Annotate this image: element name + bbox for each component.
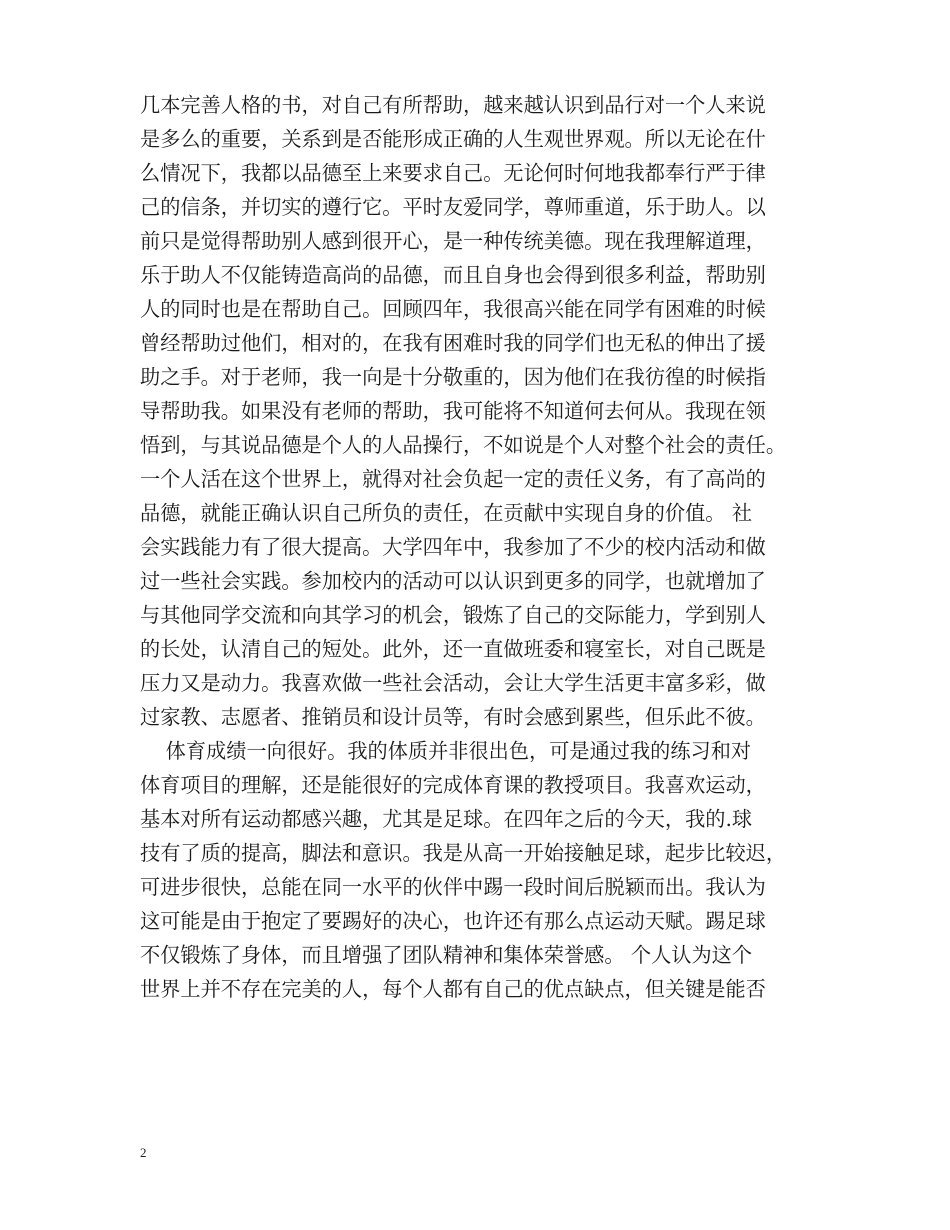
- text-line: 前只是觉得帮助别人感到很开心，是一种传统美德。现在我理解道理，: [140, 229, 766, 253]
- text-line: 不仅锻炼了身体，而且增强了团队精神和集体荣誉感。 个人认为这个: [140, 943, 753, 967]
- text-line: 品德，就能正确认识自己所负的责任，在贡献中实现自身的价值。 社: [140, 501, 753, 525]
- text-line: 助之手。对于老师，我一向是十分敬重的，因为他们在我彷徨的时候指: [140, 365, 766, 389]
- text-line: 几本完善人格的书，对自己有所帮助，越来越认识到品行对一个人来说: [140, 93, 766, 117]
- text-line: 悟到，与其说品德是个人的人品操行，不如说是个人对整个社会的责任。: [140, 433, 787, 457]
- text-line: 乐于助人不仅能铸造高尚的品德，而且自身也会得到很多利益，帮助别: [140, 263, 766, 287]
- text-line: 基本对所有运动都感兴趣，尤其是足球。在四年之后的今天，我的.球: [140, 807, 753, 831]
- text-line: 曾经帮助过他们，相对的，在我有困难时我的同学们也无私的伸出了援: [140, 331, 766, 355]
- text-line: 么情况下，我都以品德至上来要求自己。无论何时何地我都奉行严于律: [140, 161, 766, 185]
- text-line: 压力又是动力。我喜欢做一些社会活动，会让大学生活更丰富多彩，做: [140, 671, 766, 695]
- text-line: 是多么的重要，关系到是否能形成正确的人生观世界观。所以无论在什: [140, 127, 766, 151]
- page-number: 2: [140, 1145, 147, 1160]
- text-line: 可进步很快，总能在同一水平的伙伴中踢一段时间后脱颖而出。我认为: [140, 875, 766, 899]
- text-line: 人的同时也是在帮助自己。回顾四年，我很高兴能在同学有困难的时候: [140, 297, 766, 321]
- body-text: [140, 88, 830, 1006]
- text-line: 导帮助我。如果没有老师的帮助，我可能将不知道何去何从。我现在领: [140, 399, 766, 423]
- text-line: 一个人活在这个世界上，就得对社会负起一定的责任义务，有了高尚的: [140, 467, 766, 491]
- text-line: 己的信条，并切实的遵行它。平时友爱同学，尊师重道，乐于助人。以: [140, 195, 766, 219]
- text-line: 的长处，认清自己的短处。此外，还一直做班委和寝室长，对自己既是: [140, 637, 766, 661]
- text-line: 过家教、志愿者、推销员和设计员等，有时会感到累些，但乐此不彼。: [140, 705, 766, 729]
- text-line: 这可能是由于抱定了要踢好的决心，也许还有那么点运动天赋。踢足球: [140, 909, 766, 933]
- text-line: 体育成绩一向很好。我的体质并非很出色，可是通过我的练习和对: [140, 739, 752, 763]
- text-line: 会实践能力有了很大提高。大学四年中，我参加了不少的校内活动和做: [140, 535, 766, 559]
- text-line: 过一些社会实践。参加校内的活动可以认识到更多的同学，也就增加了: [140, 569, 766, 593]
- text-line: 与其他同学交流和向其学习的机会，锻炼了自己的交际能力，学到别人: [140, 603, 766, 627]
- text-line: 体育项目的理解，还是能很好的完成体育课的教授项目。我喜欢运动，: [140, 773, 766, 797]
- text-line: 世界上并不存在完美的人，每个人都有自己的优点缺点，但关键是能否: [140, 977, 766, 1001]
- text-line: 技有了质的提高，脚法和意识。我是从高一开始接触足球，起步比较迟，: [140, 841, 787, 865]
